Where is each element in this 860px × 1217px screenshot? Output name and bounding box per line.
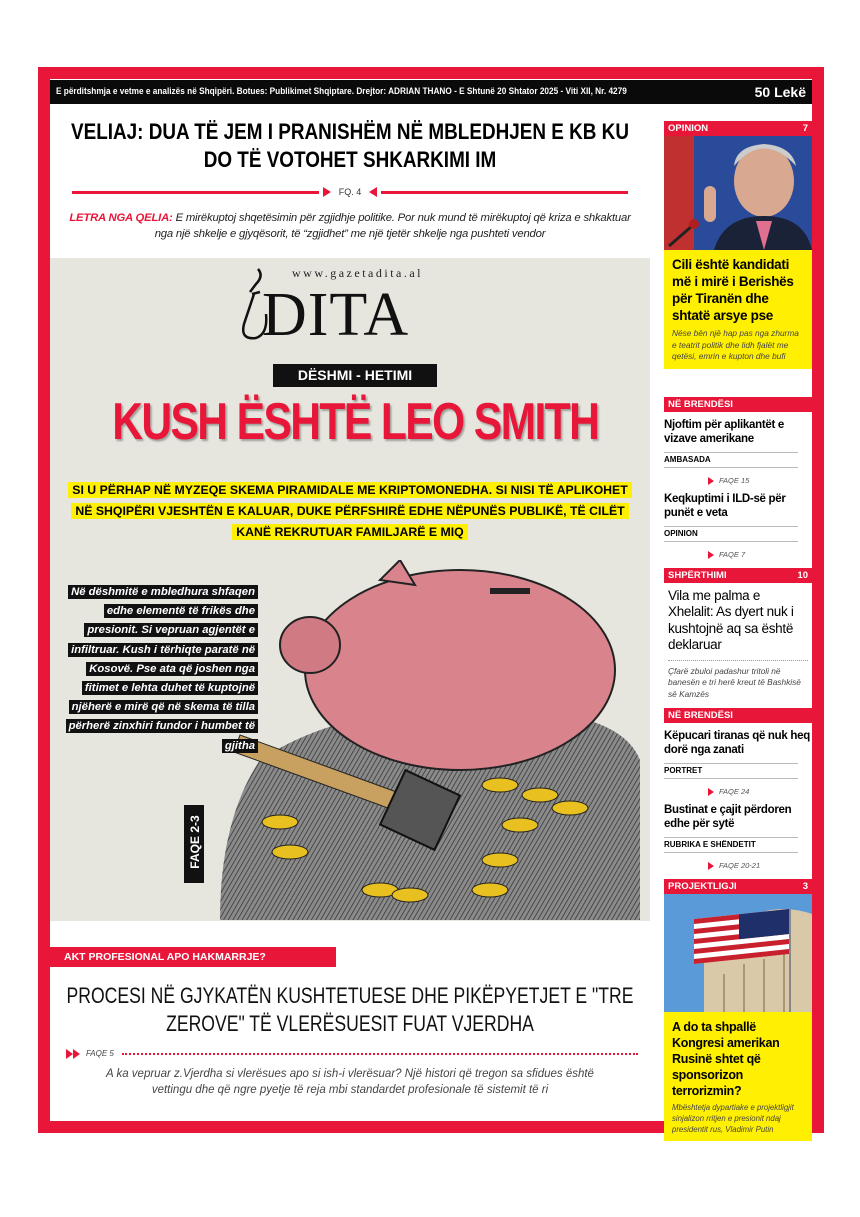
top-story [50, 118, 650, 242]
price: 50 Lekë [754, 84, 806, 100]
lead-page-ref[interactable] [184, 805, 204, 883]
bill-title: A do ta shpallë Kongresi amerikan Rusinë shtet që sponsorizon terrorizmin? [672, 1020, 780, 1098]
divider [381, 191, 628, 194]
dotted-divider [668, 660, 808, 661]
bottom-story [50, 947, 650, 1098]
section-label: SHPËRTHIMI [668, 569, 727, 581]
masthead-bar [50, 80, 812, 104]
arrow-left-icon [369, 187, 377, 197]
lead-headline[interactable]: KUSH ËSHTË LEO SMITH [112, 393, 599, 451]
bottom-headline[interactable]: PROCESI NË GJYKATËN KUSHTETUESE DHE PIKËPYETJET E "TRE ZEROVE" TË VLERËSUESIT FUAT VJERDHA [66, 983, 634, 1036]
letter-label: LETRA NGA QELIA: [69, 212, 173, 224]
bill-teaser[interactable] [664, 1012, 812, 1141]
dotted-divider [122, 1053, 638, 1055]
bottom-summary: A ka vepruar z.Vjerdha si vlerësues apo si ish-i vlerësuar? Një histori që tregon sa sfidues është vettingu dhe që ngre pyetje të reja mbi standardet profesionale të sistemit të ri [106, 1068, 594, 1096]
section-opinion [664, 121, 812, 136]
inside-item-title[interactable]: Këpucari tiranas që nuk heq dorë nga zanati [664, 730, 810, 756]
bill-sub: Mbështetja dypartiake e projektligjit sinjalizon rritjen e presionit ndaj presidentit rus, Vladimir Putin [672, 1103, 794, 1134]
sidebar-text: Në dëshmitë e mbledhura shfaqen edhe elementë të frikës dhe presionit. Si vepruan agjentët e infiltruar. Kush i tërhiqte paratë në Kosovë. Pse ata që joshen nga fitimet e lehta duhet të kuptojnë njëherë e mirë që në skema të tilla përherë zinxhiri fundor i humbet të gjitha [66, 585, 258, 753]
opinion-teaser[interactable] [664, 250, 812, 369]
section-inside-1 [664, 397, 812, 412]
opinion-sub: Nëse bën një hap pas nga zhurma e teatrit politik dhe lidh fjalët me qetësi, emrin e kupton dhe bufi [672, 328, 799, 361]
lead-page-label: FAQE 2-3 [188, 815, 202, 869]
arrow-right-icon [323, 187, 331, 197]
inside-item-label: PORTRET [664, 763, 798, 779]
explosion-sub: Çfarë zbuloi padashur tritoli në banesën e tri herë kreut të Bashkisë së Kamzës [668, 665, 801, 699]
inside-item-page[interactable]: FAQE 20-21 [708, 861, 812, 871]
lead-deck [66, 480, 634, 543]
inside-item-title[interactable]: Njoftim për aplikantët e vizave amerikane [664, 418, 784, 445]
bottom-headline-wrap [50, 982, 650, 1038]
section-page: 3 [802, 881, 808, 892]
bottom-page-ref[interactable]: FAQE 5 [86, 1049, 114, 1058]
inside-item-page[interactable]: FAQE 24 [708, 787, 812, 797]
divider [72, 191, 319, 194]
section-label: NË BRENDËSI [668, 398, 733, 410]
inside-item-label: AMBASADA [664, 452, 798, 468]
inside-item-page[interactable]: FAQE 7 [708, 550, 812, 560]
inside-item-title[interactable]: Bustinat e çajit përdoren edhe për sytë [664, 804, 792, 830]
section-label: NË BRENDËSI [668, 710, 733, 721]
inside-item-page[interactable]: FAQE 15 [708, 476, 812, 486]
section-label: PROJEKTLIGJI [668, 881, 737, 892]
piggy-bank-illustration [200, 560, 640, 920]
lead-kicker: DËSHMI - HETIMI [273, 364, 437, 387]
double-arrow-icon [73, 1049, 80, 1059]
explosion-title: Vila me palma e Xhelalit: As dyert nuk i kushtojnë aq sa është deklaruar [668, 587, 794, 652]
section-inside-2 [664, 708, 812, 723]
explosion-teaser[interactable] [664, 583, 812, 705]
opinion-title: Cili është kandidati më i mirë i Berishës për Tiranën dhe shtatë arsye pse [672, 257, 794, 323]
deck-text: SI U PËRHAP NË MYZEQE SKEMA PIRAMIDALE ME KRIPTOMONEDHA. SI NISI TË APLIKOHET NË SHQIPËRI VJESHTËN E KALUAR, DUKE PËRFSHIRË EDHE NËPUNËS PUBLIKË, TË CILËT KANË REKRUTUAR FAMILJARË E MIQ [68, 482, 631, 540]
letter-text: E mirëkuptoj shqetësimin për zgjidhje politike. Por nuk mund të mirëkuptoj që kriza e shkaktuar nga një shkelje e gjyqësorit, të “zgjidhet” me një tjetër shkelje nga pushteti vendor [154, 212, 631, 240]
bottom-kicker: AKT PROFESIONAL APO HAKMARRJE? [50, 947, 336, 967]
logo: DITA [262, 281, 410, 349]
letter-teaser[interactable] [60, 210, 640, 242]
opinion-photo [664, 136, 812, 250]
inside-item-title[interactable]: Keqkuptimi i ILD-së për punët e veta [664, 492, 786, 519]
section-page: 7 [802, 123, 808, 134]
top-headline[interactable]: VELIAJ: DUA TË JEM I PRANISHËM NË MBLEDHJEN E KB KU DO TË VOTOHET SHKARKIMI IM [71, 119, 629, 172]
top-page-ref[interactable]: FQ. 4 [338, 187, 362, 197]
double-arrow-icon [66, 1049, 73, 1059]
divider-row [72, 186, 628, 198]
top-headline-wrap [50, 118, 650, 174]
section-page: 10 [797, 569, 808, 581]
inside-item-label: RUBRIKA E SHËNDETIT [664, 837, 798, 853]
right-column [664, 121, 812, 1141]
inside-item-label: OPINION [664, 526, 798, 542]
bottom-page-row [66, 1048, 638, 1060]
lead-sidebar-text [58, 583, 258, 756]
publication-info: E përditshmja e vetme e analizës në Shqipëri. Botues: Publikimet Shqiptare. Drejtor: ADRIAN THANO - E Shtunë 20 Shtator 2025 - Viti XII, Nr. 4279 [56, 86, 627, 97]
capitol-flag-photo [664, 894, 812, 1012]
section-bill [664, 879, 812, 894]
section-label: OPINION [668, 123, 709, 134]
logo-url[interactable]: www.gazetadita.al [292, 266, 424, 280]
section-explosion [664, 568, 812, 583]
